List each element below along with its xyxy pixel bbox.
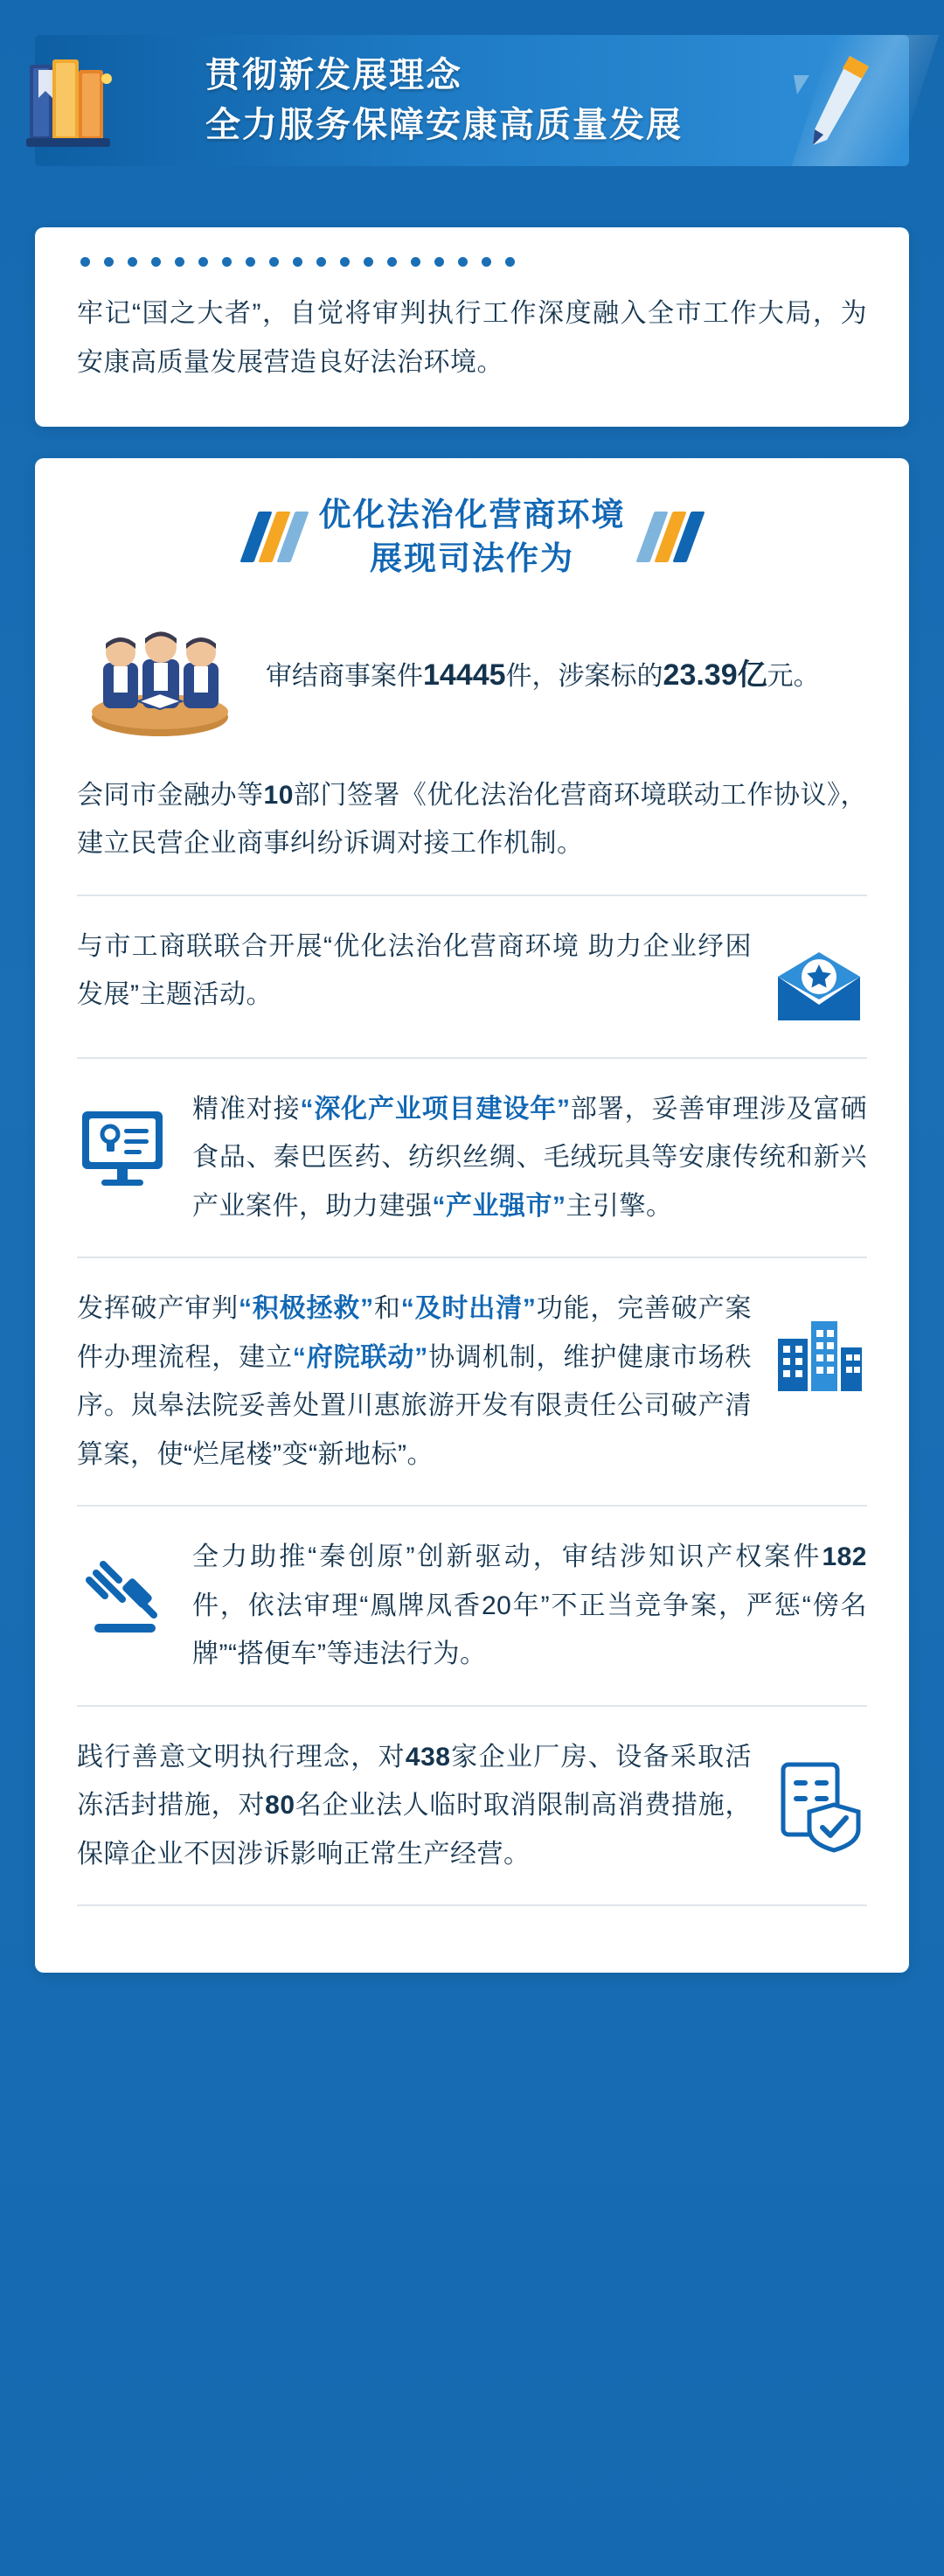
item-text (77, 771, 867, 868)
stat-prefix2: 涉案标的 (558, 662, 663, 692)
text-segment: 协调机制，维护健康市场秩序。岚皋法院妥善处置川惠旅游开发有限责任公司破产清算案，使“烂尾楼”变“新地标”。 (77, 1342, 753, 1469)
dot (293, 257, 302, 267)
dot (505, 257, 515, 267)
dot (151, 257, 161, 267)
text-segment: 发挥破产审判 (77, 1294, 239, 1324)
header-title (205, 51, 683, 150)
intro-card (35, 227, 909, 427)
dot (175, 257, 184, 267)
text-number: 182 (822, 1542, 867, 1572)
dot-decoration (77, 257, 867, 267)
dot (482, 257, 491, 267)
text-segment: 主引擎。 (566, 1191, 673, 1221)
dot (269, 257, 279, 267)
dot (387, 257, 397, 267)
header-banner (35, 35, 909, 166)
header (0, 0, 944, 227)
text-highlight: “深化产业项目建设年” (300, 1094, 571, 1124)
divider (77, 1057, 867, 1059)
text-number: 80 (265, 1791, 295, 1821)
section-title-line2: 展现司法作为 (370, 540, 574, 576)
text-segment: 功能，完善破产案件办理流程，建立 (77, 1294, 753, 1372)
text-segment: 件，依法审理“鳯牌凤香20年”不正当竞争案，严惩“傍名牌”“搭便车”等违法行为。 (192, 1591, 867, 1669)
section-title-block (77, 493, 867, 581)
chevron-left-decoration (249, 512, 300, 562)
text-segment: 会同市金融办等 (77, 780, 264, 810)
dot (128, 257, 137, 267)
text-highlight: “及时出清” (400, 1294, 537, 1324)
dot (316, 257, 326, 267)
text-highlight: “产业强市” (432, 1191, 566, 1221)
text-number: 438 (405, 1742, 451, 1772)
item-text (77, 922, 867, 1020)
stat-suffix: 元。 (767, 662, 820, 692)
dot (246, 257, 255, 267)
dot (434, 257, 444, 267)
divider (77, 895, 867, 896)
intro-text: 牢记“国之大者”，自觉将审判执行工作深度融入全市工作大局，为安康高质量发展营造良好法治环境。 (77, 299, 867, 377)
text-number: 10 (263, 780, 294, 810)
text-segment: 践行善意文明执行理念，对 (77, 1742, 406, 1772)
dot (340, 257, 350, 267)
item-text (77, 1733, 867, 1879)
stat-value-cases: 14445 (423, 658, 506, 693)
divider (77, 1904, 867, 1906)
divider (77, 1705, 867, 1707)
item-civilized-enforcement (77, 1733, 867, 1879)
stat-text (266, 649, 820, 702)
stat-mid: 件， (505, 662, 559, 692)
dot (104, 257, 114, 267)
dot (411, 257, 420, 267)
item-text (77, 1085, 867, 1231)
dot (458, 257, 468, 267)
header-title-line2: 全力服务保障安康高质量发展 (205, 106, 683, 144)
stat-prefix: 审结商事案件 (266, 662, 423, 692)
stat-row (77, 610, 867, 741)
section-title (319, 493, 626, 581)
dot (80, 257, 90, 267)
text-segment: 家企业厂房、设备采取活冻活封措施，对 (77, 1742, 753, 1821)
chevron-right-decoration (645, 512, 696, 562)
text-segment: 和 (373, 1294, 401, 1324)
item-ip-innovation (77, 1533, 867, 1679)
text-segment: 名企业法人临时取消限制高消费措施，保障企业不因涉诉影响正常生产经营。 (77, 1791, 752, 1869)
section-card (35, 458, 909, 1973)
stat-value-amount: 23.39亿 (663, 658, 767, 693)
pen-icon (788, 49, 885, 154)
text-segment: 全力助推“秦创原”创新驱动，审结涉知识产权案件 (192, 1542, 823, 1572)
item-industry-projects (77, 1085, 867, 1231)
dot (364, 257, 373, 267)
dot (222, 257, 232, 267)
item-finance-agreement (77, 771, 867, 868)
item-bankruptcy (77, 1285, 867, 1479)
divider (77, 1505, 867, 1507)
header-title-line1: 贯彻新发展理念 (205, 56, 462, 95)
books-icon (19, 44, 133, 157)
item-text (77, 1285, 867, 1479)
dot (198, 257, 208, 267)
text-segment: 与市工商联联合开展“优化法治化营商环境 助力企业纾困发展”主题活动。 (77, 931, 752, 1010)
text-highlight: “府院联动” (292, 1342, 428, 1372)
text-segment: 精准对接 (192, 1094, 301, 1124)
text-segment: 部署，妥善审理涉及富硒食品、秦巴医药、纺织丝绸、毛绒玩具等安康传统和新兴产业案件，助力建强 (192, 1094, 868, 1221)
judges-panel-icon (77, 610, 243, 741)
text-segment: 部门签署《优化法治化营商环境联动工作协议》，建立民营企业商事纠纷诉调对接工作机制。 (77, 780, 868, 859)
item-chamber-commerce (77, 922, 867, 1031)
text-highlight: “积极拯救” (238, 1294, 374, 1324)
divider (77, 1257, 867, 1258)
item-text (77, 1533, 867, 1679)
section-title-line1: 优化法治化营商环境 (318, 497, 626, 533)
